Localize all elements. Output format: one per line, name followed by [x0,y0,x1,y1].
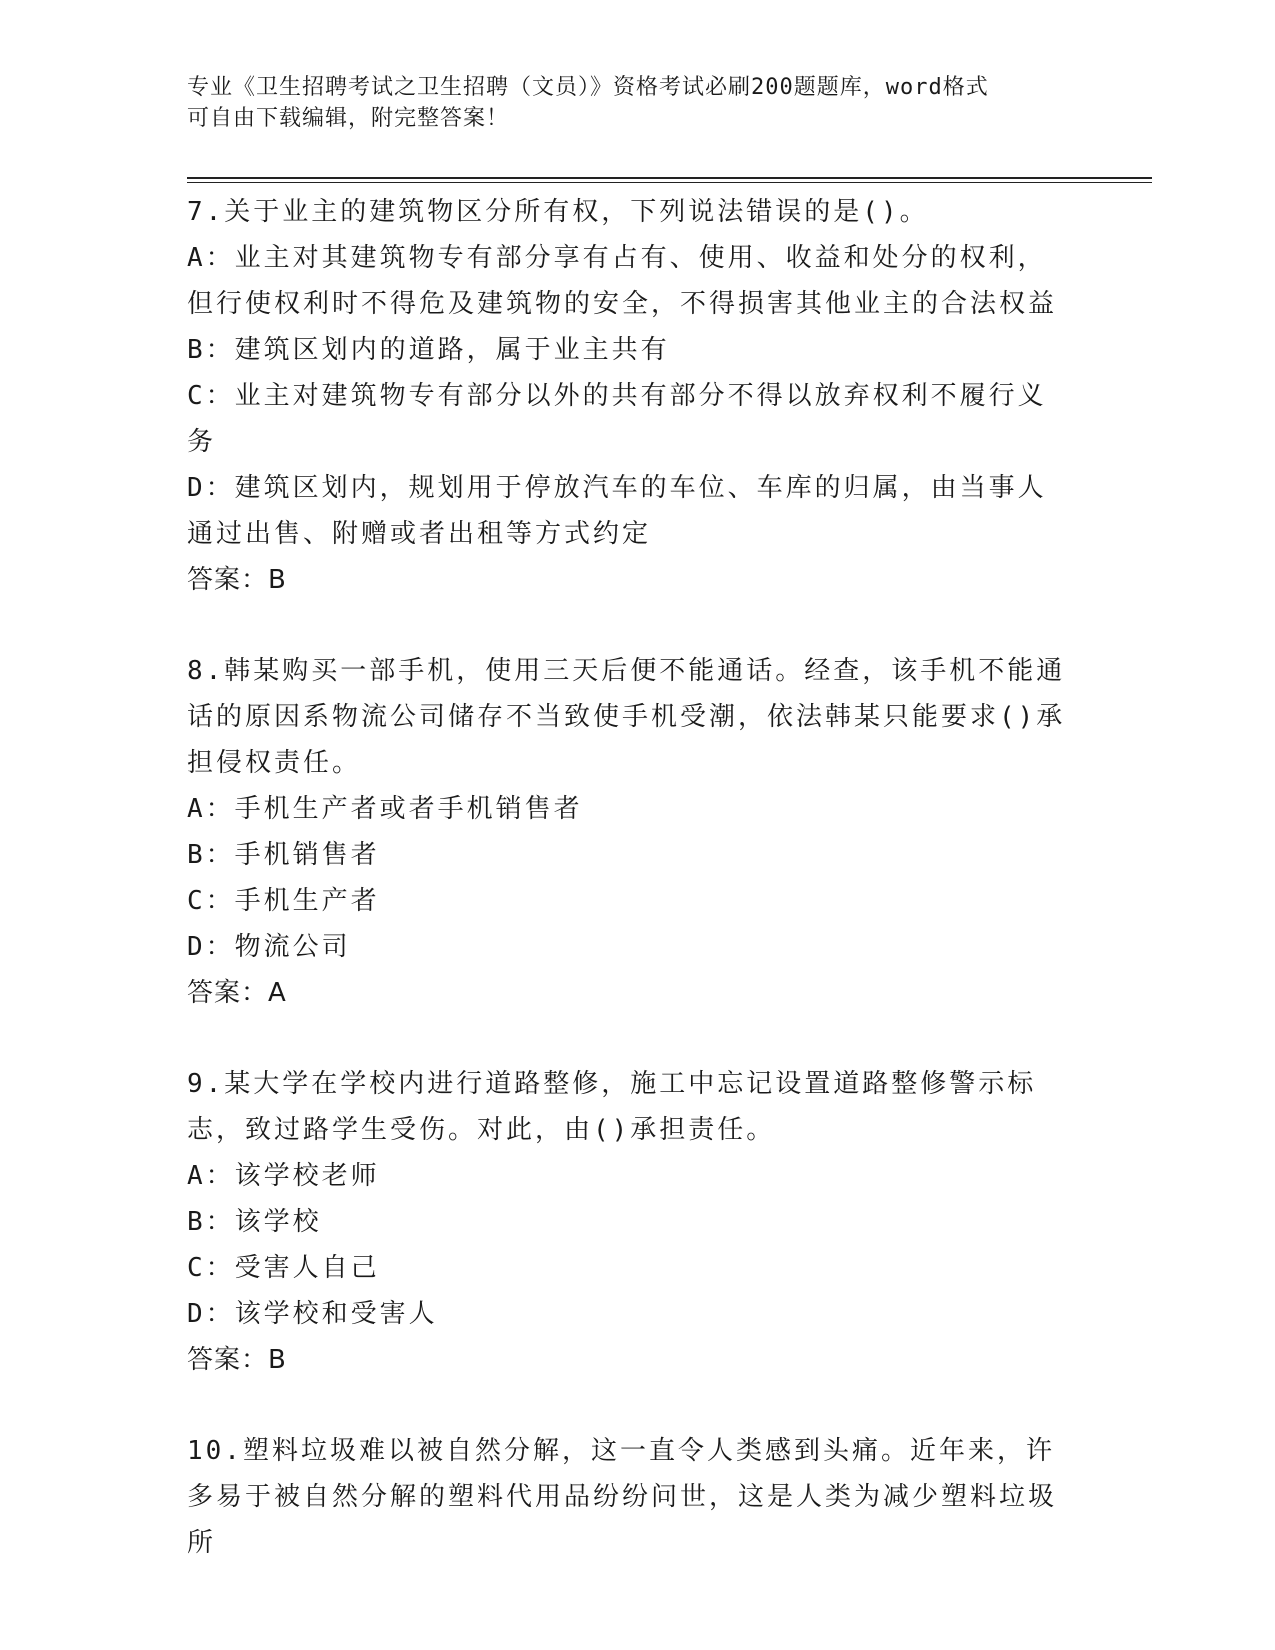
page-header [187,72,1067,134]
option-d: D：该学校和受害人 [187,1299,438,1329]
option-b: B：该学校 [187,1207,322,1237]
question-stem: 9.某大学在学校内进行道路整修，施工中忘记设置道路整修警示标志，致过路学生受伤。对此，由()承担责任。 [187,1069,1037,1145]
question-stem: 8.韩某购买一部手机，使用三天后便不能通话。经查，该手机不能通话的原因系物流公司储存不当致使手机受潮，依法韩某只能要求()承担侵权责任。 [187,656,1066,778]
option-b: B：手机销售者 [187,840,380,870]
option-d: D：建筑区划内，规划用于停放汽车的车位、车库的归属，由当事人通过出售、附赠或者出租等方式约定 [187,473,1047,549]
answer: 答案：A [187,978,287,1008]
option-a: A：手机生产者或者手机销售者 [187,794,583,824]
option-d: D：物流公司 [187,932,351,962]
header-line-1: 专业《卫生招聘考试之卫生招聘（文员）》资格考试必刷200题题库，word格式 [187,75,989,100]
header-divider-thin [187,182,1152,183]
option-b: B：建筑区划内的道路，属于业主共有 [187,335,670,365]
header-divider-thick [187,177,1152,179]
question-list [187,189,1072,1611]
header-line-2: 可自由下载编辑，附完整答案！ [187,106,510,131]
option-c: C：业主对建筑物专有部分以外的共有部分不得以放弃权利不履行义务 [187,381,1047,457]
option-c: C：受害人自己 [187,1253,380,1283]
question-stem: 10.塑料垃圾难以被自然分解，这一直令人类感到头痛。近年来，许多易于被自然分解的塑料代用品纷纷问世，这是人类为减少塑料垃圾所 [187,1436,1058,1558]
question-8 [187,648,1072,1016]
question-10 [187,1428,1072,1566]
question-9 [187,1061,1072,1383]
option-a: A：该学校老师 [187,1161,380,1191]
question-stem: 7.关于业主的建筑物区分所有权，下列说法错误的是()。 [187,197,929,227]
answer: 答案：B [187,1345,287,1375]
question-7 [187,189,1072,603]
option-c: C：手机生产者 [187,886,380,916]
answer: 答案：B [187,565,287,595]
option-a: A：业主对其建筑物专有部分享有占有、使用、收益和处分的权利，但行使权利时不得危及建筑物的安全，不得损害其他业主的合法权益 [187,243,1058,319]
